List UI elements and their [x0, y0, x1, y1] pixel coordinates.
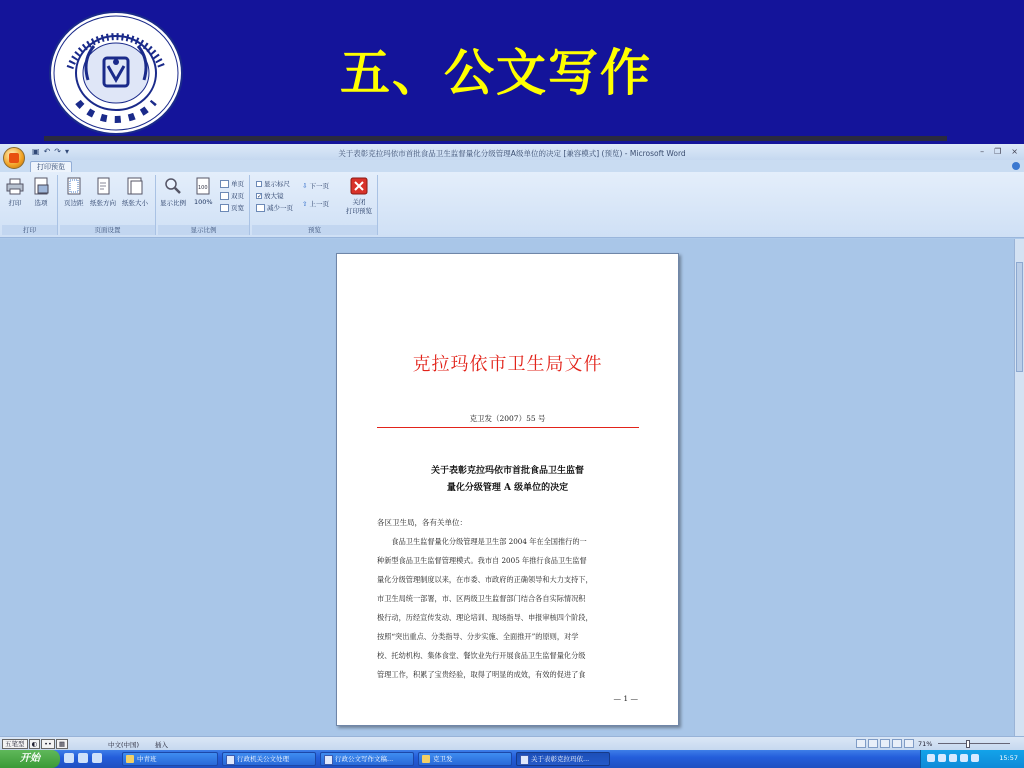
desktop-icon[interactable] [78, 753, 88, 763]
shrink-page-icon [256, 204, 265, 212]
document-number: 克卫发（2007）55 号 [469, 414, 546, 423]
body-line: 食品卫生监督量化分级管理是卫生部 2004 年在全国推行的一 [377, 537, 587, 546]
vertical-scrollbar[interactable] [1014, 239, 1024, 736]
zoom-level[interactable]: 71% [918, 740, 933, 748]
ime-punct-icon[interactable]: •• [41, 739, 55, 749]
two-pages-icon [220, 192, 229, 200]
body-line: 校、托幼机构、集体食堂、餐饮业先行开展食品卫生监督量化分级 [377, 651, 586, 660]
quick-launch [64, 753, 102, 763]
page-100-icon [194, 177, 212, 195]
outline-view-icon[interactable] [892, 739, 902, 748]
draft-view-icon[interactable] [904, 739, 914, 748]
margins-button[interactable]: 页边距 [64, 177, 84, 207]
orientation-button[interactable]: 纸张方向 [90, 177, 116, 207]
taskbar [0, 750, 1024, 768]
window-controls [980, 147, 1018, 156]
group-zoom [158, 175, 250, 235]
web-layout-view-icon[interactable] [880, 739, 890, 748]
document-subject [337, 463, 678, 497]
clock: 15:57 [999, 754, 1018, 762]
office-button[interactable] [3, 147, 25, 169]
checkbox-icon [256, 181, 262, 187]
save-icon[interactable]: ▣ [32, 147, 40, 156]
magnifier-icon [164, 177, 182, 195]
window-title: 关于表彰克拉玛依市首批食品卫生监督量化分级管理A级单位的决定 [兼容模式] (预览) - Microsoft Word [338, 149, 686, 158]
document-page[interactable] [336, 253, 679, 726]
printer-icon [6, 177, 24, 195]
document-heading: 克拉玛依市卫生局文件 [412, 354, 603, 375]
media-icon[interactable] [92, 753, 102, 763]
margins-icon [65, 177, 83, 195]
ime-mode[interactable]: 五笔型 [2, 739, 28, 749]
start-button[interactable]: 开始 [0, 750, 60, 768]
body-line: 管理工作，积累了宝贵经验，取得了明显的成效，有效的促进了食 [377, 670, 586, 679]
language-indicator[interactable]: 中文(中国) [108, 741, 140, 749]
status-bar [0, 736, 1024, 750]
ime-toolbar [2, 739, 68, 749]
checkbox-checked-icon: ✓ [257, 192, 263, 200]
browser-icon[interactable] [64, 753, 74, 763]
options-button[interactable]: 选项 [32, 177, 50, 207]
two-pages-button[interactable]: 双页 [220, 191, 244, 200]
taskbar-item[interactable]: 行政机关公文处理 [222, 752, 316, 766]
insert-mode-indicator[interactable]: 插入 [155, 741, 168, 749]
orientation-icon [94, 177, 112, 195]
body-line: 极行动，历经宣传发动、理论培训、现场指导、申报审核四个阶段， [377, 613, 593, 622]
zoom-button[interactable]: 显示比例 [160, 177, 186, 207]
minimize-button[interactable]: – [980, 147, 985, 156]
taskbar-item[interactable]: 行政公文写作文稿... [320, 752, 414, 766]
body-line: 量化分级管理制度以来，在市委、市政府的正确领导和大力支持下， [377, 575, 593, 584]
close-preview-icon [350, 177, 368, 195]
zoom-100-button[interactable]: 100 100% [194, 177, 213, 206]
paper-size-icon [126, 177, 144, 195]
paper-size-button[interactable]: 纸张大小 [122, 177, 148, 207]
customize-qat-icon[interactable]: ▾ [64, 147, 69, 156]
group-zoom-label: 显示比例 [158, 225, 249, 235]
subject-line: 量化分级管理 A 级单位的决定 [446, 483, 569, 493]
word-screenshot [0, 144, 1024, 768]
tray-icons [927, 754, 979, 762]
full-screen-view-icon[interactable] [868, 739, 878, 748]
print-button[interactable]: 打印 [6, 177, 24, 207]
svg-text:100: 100 [198, 185, 208, 191]
title-underline [44, 136, 947, 141]
ime-softkbd-icon[interactable]: ▦ [56, 739, 68, 749]
one-page-button[interactable]: 单页 [220, 179, 244, 188]
health-inspection-logo [48, 10, 184, 136]
ribbon-tabs [0, 160, 1024, 172]
restore-button[interactable]: ❐ [994, 147, 1002, 156]
slide-title: 五、公文写作 [340, 43, 652, 102]
show-ruler-checkbox[interactable]: 显示标尺 [256, 179, 290, 188]
body-line: 按照“突出重点、分类指导、分步实施、全面推开”的原则，对学 [377, 632, 579, 641]
group-print-label: 打印 [2, 225, 57, 235]
subject-line: 关于表彰克拉玛依市首批食品卫生监督 [430, 466, 584, 476]
previous-page-icon: ⇧ [302, 199, 308, 208]
page-number: — 1 — [613, 694, 638, 703]
red-separator-line [377, 427, 639, 428]
system-tray [920, 750, 1024, 768]
next-page-button[interactable]: ⇩ 下一页 [302, 181, 329, 190]
undo-icon[interactable]: ↶ [43, 147, 51, 156]
next-page-icon: ⇩ [302, 181, 308, 190]
tray-icon[interactable] [971, 754, 979, 762]
network-icon[interactable] [949, 754, 957, 762]
taskbar-item[interactable]: 克卫发 [418, 752, 512, 766]
group-preview [252, 175, 378, 235]
zoom-slider-knob[interactable] [966, 740, 970, 748]
close-window-button[interactable]: × [1011, 147, 1018, 156]
tray-icon[interactable] [960, 754, 968, 762]
group-page-setup [60, 175, 156, 235]
tray-icon[interactable] [927, 754, 935, 762]
print-options-icon [32, 177, 50, 195]
ribbon [0, 172, 1024, 238]
group-page-setup-label: 页面设置 [60, 225, 155, 235]
document-body [377, 532, 639, 684]
group-print [2, 175, 58, 235]
redo-icon[interactable]: ↷ [54, 147, 61, 156]
office-logo-icon [9, 153, 19, 163]
volume-icon[interactable] [938, 754, 946, 762]
document-salutation: 各区卫生局，各有关单位： [377, 518, 467, 527]
close-preview-button[interactable]: 关闭 打印预览 [344, 177, 374, 216]
ime-halfwidth-icon[interactable]: ◐ [29, 739, 41, 749]
view-buttons [856, 739, 914, 748]
window-titlebar [0, 144, 1024, 160]
page-width-icon [220, 204, 229, 212]
shrink-one-page-button[interactable]: 减少一页 [256, 203, 293, 212]
print-layout-view-icon[interactable] [856, 739, 866, 748]
one-page-icon [220, 180, 229, 188]
help-icon[interactable] [1012, 162, 1020, 170]
magnifier-checkbox[interactable]: ✓ 放大镜 [257, 192, 284, 200]
taskbar-item-active[interactable]: 关于表彰克拉玛依... [516, 752, 610, 766]
previous-page-button[interactable]: ⇧ 上一页 [302, 199, 329, 208]
body-line: 市卫生局统一部署，市、区两级卫生监督部门结合各自实际情况积 [377, 594, 586, 603]
group-preview-label: 预览 [252, 225, 377, 235]
scrollbar-thumb[interactable] [1016, 262, 1023, 372]
taskbar-item[interactable]: 中青班 [122, 752, 218, 766]
body-line: 种新型食品卫生监督管理模式。我市自 2005 年推行食品卫生监督 [377, 556, 587, 565]
zoom-slider[interactable] [938, 743, 1010, 744]
tab-print-preview[interactable]: 打印预览 [30, 161, 72, 173]
page-width-button[interactable]: 页宽 [220, 203, 244, 212]
